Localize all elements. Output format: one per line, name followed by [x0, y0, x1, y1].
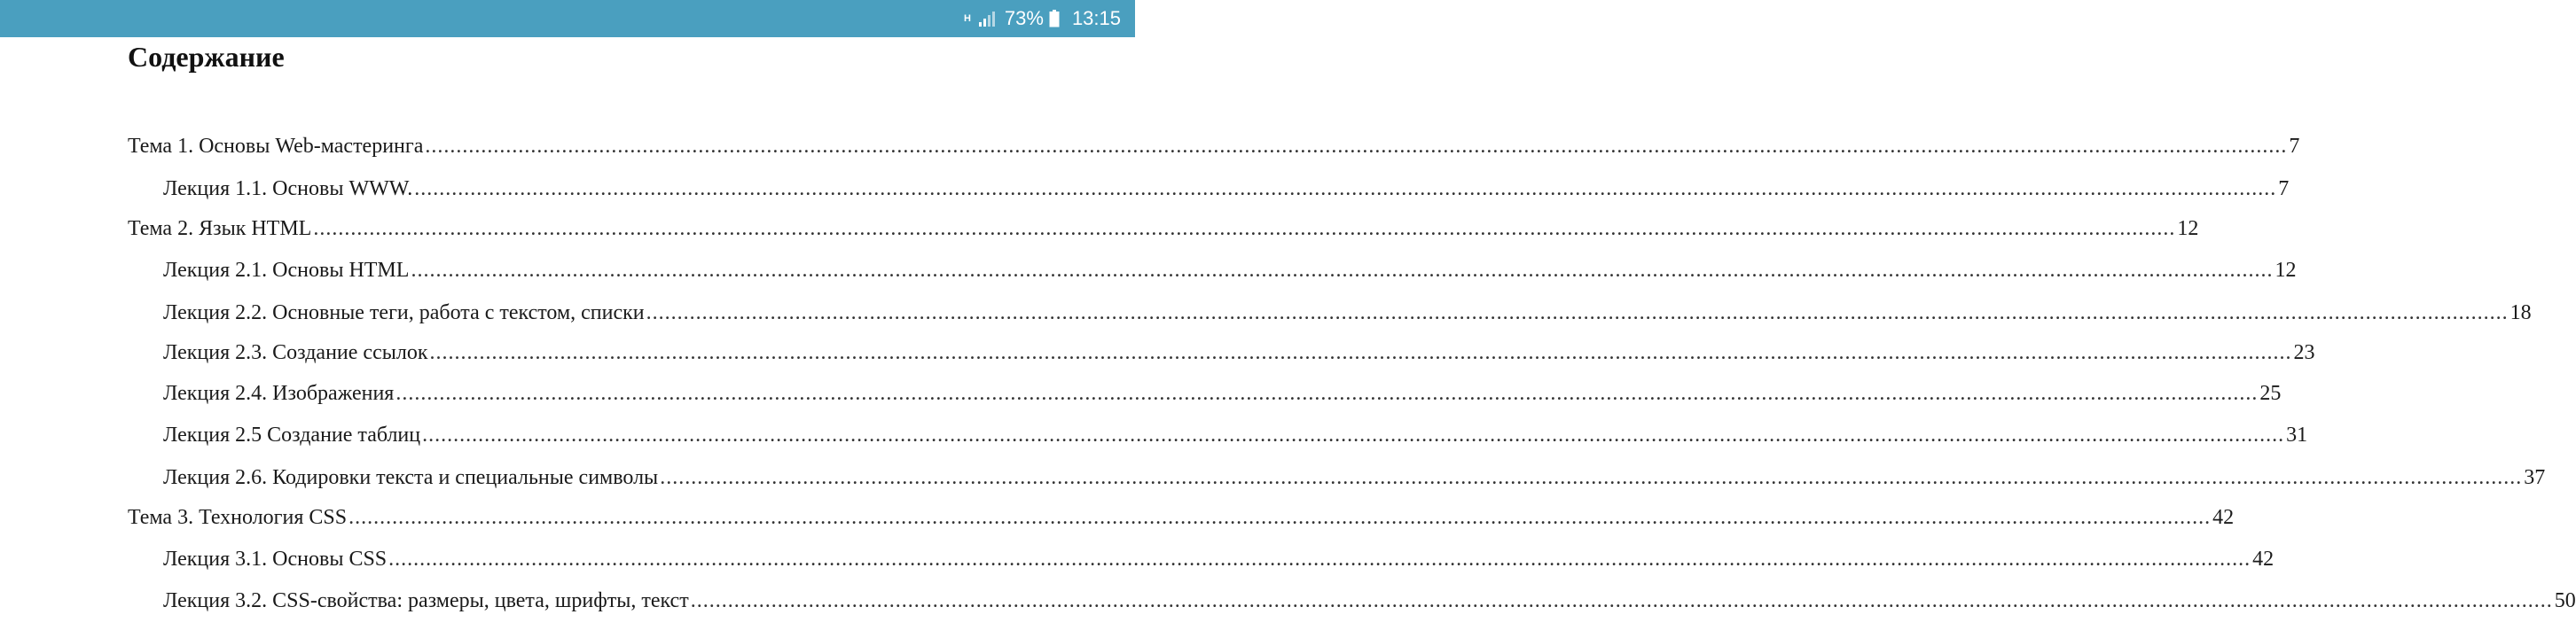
toc-lecture-entry[interactable]: [163, 548, 2275, 574]
toc-page-number: 50: [2554, 589, 2576, 612]
toc-entry-label: Лекция 2.6. Кодировки текста и специальные символы: [163, 466, 659, 489]
toc-entry-label: Лекция 2.4. Изображения: [163, 382, 395, 405]
toc-lecture-entry[interactable]: [163, 177, 2290, 204]
toc-lecture-entry[interactable]: [163, 259, 2297, 285]
toc-dot-leader: ............................................................................................................................................................................................................................................................................................................: [395, 382, 2259, 405]
toc-dot-leader: ............................................................................................................................................................................................................................................................................................................: [429, 341, 2292, 364]
toc-dot-leader: ............................................................................................................................................................................................................................................................................................................: [313, 217, 2176, 240]
toc-topic-entry[interactable]: [128, 506, 2235, 533]
toc-topic-entry[interactable]: [128, 135, 2300, 161]
toc-page-number: 25: [2259, 382, 2282, 405]
toc-dot-leader: ............................................................................................................................................................................................................................................................................................................: [388, 548, 2251, 571]
page-title: Содержание: [128, 41, 285, 73]
toc-entry-label: Тема 2. Язык HTML: [128, 217, 312, 240]
toc-dot-leader: ............................................................................................................................................................................................................................................................................................................: [422, 424, 2285, 447]
battery-icon: [1049, 10, 1060, 27]
toc-lecture-entry[interactable]: [163, 466, 2546, 493]
toc-entry-label: Лекция 3.2. CSS-свойства: размеры, цвета, шрифты, текст: [163, 589, 689, 612]
network-type: H: [963, 12, 971, 24]
toc-entry-label: Лекция 2.2. Основные теги, работа с текстом, списки: [163, 301, 645, 324]
toc-page-number: 18: [2509, 301, 2532, 324]
toc-page-number: 42: [2212, 506, 2235, 529]
toc-dot-leader: ............................................................................................................................................................................................................................................................................................................: [425, 135, 2288, 158]
toc-lecture-entry[interactable]: [163, 301, 2532, 328]
toc-dot-leader: ............................................................................................................................................................................................................................................................................................................: [414, 177, 2277, 200]
battery-percentage: 73%: [1004, 7, 1044, 29]
status-bar: [0, 0, 1135, 37]
toc-dot-leader: ............................................................................................................................................................................................................................................................................................................: [660, 466, 2523, 489]
toc-dot-leader: ............................................................................................................................................................................................................................................................................................................: [690, 589, 2553, 612]
signal-icon: [978, 10, 998, 27]
toc-lecture-entry[interactable]: [163, 382, 2282, 408]
toc-topic-entry[interactable]: [128, 217, 2199, 244]
toc-dot-leader: ............................................................................................................................................................................................................................................................................................................: [411, 259, 2274, 282]
toc-entry-label: Лекция 3.1. Основы CSS: [163, 548, 388, 571]
toc-page-number: 7: [2289, 135, 2300, 158]
toc-page-number: 42: [2252, 548, 2275, 571]
toc-entry-label: Тема 1. Основы Web-мастеринга: [128, 135, 424, 158]
toc-lecture-entry[interactable]: [163, 341, 2315, 368]
clock: 13:15: [1071, 7, 1121, 29]
status-icons: [964, 0, 1121, 37]
toc-page-number: 12: [2275, 259, 2297, 282]
toc-entry-label: Лекция 2.3. Создание ссылок: [163, 341, 428, 364]
toc-entry-label: Лекция 2.1. Основы HTML: [163, 259, 410, 282]
toc-lecture-entry[interactable]: [163, 424, 2308, 450]
toc-page-number: 12: [2177, 217, 2199, 240]
toc-entry-label: Тема 3. Технология CSS: [128, 506, 348, 529]
toc-page-number: 31: [2286, 424, 2308, 447]
toc-dot-leader: ............................................................................................................................................................................................................................................................................................................: [348, 506, 2212, 529]
toc-entry-label: Лекция 1.1. Основы WWW.: [163, 177, 413, 200]
toc-page-number: 37: [2524, 466, 2546, 489]
toc-entry-label: Лекция 2.5 Создание таблиц: [163, 424, 421, 447]
toc-page-number: 7: [2278, 177, 2290, 200]
document-page[interactable]: [0, 37, 2576, 638]
toc-dot-leader: ............................................................................................................................................................................................................................................................................................................: [646, 301, 2509, 324]
toc-page-number: 23: [2293, 341, 2315, 364]
toc-lecture-entry[interactable]: [163, 589, 2576, 616]
